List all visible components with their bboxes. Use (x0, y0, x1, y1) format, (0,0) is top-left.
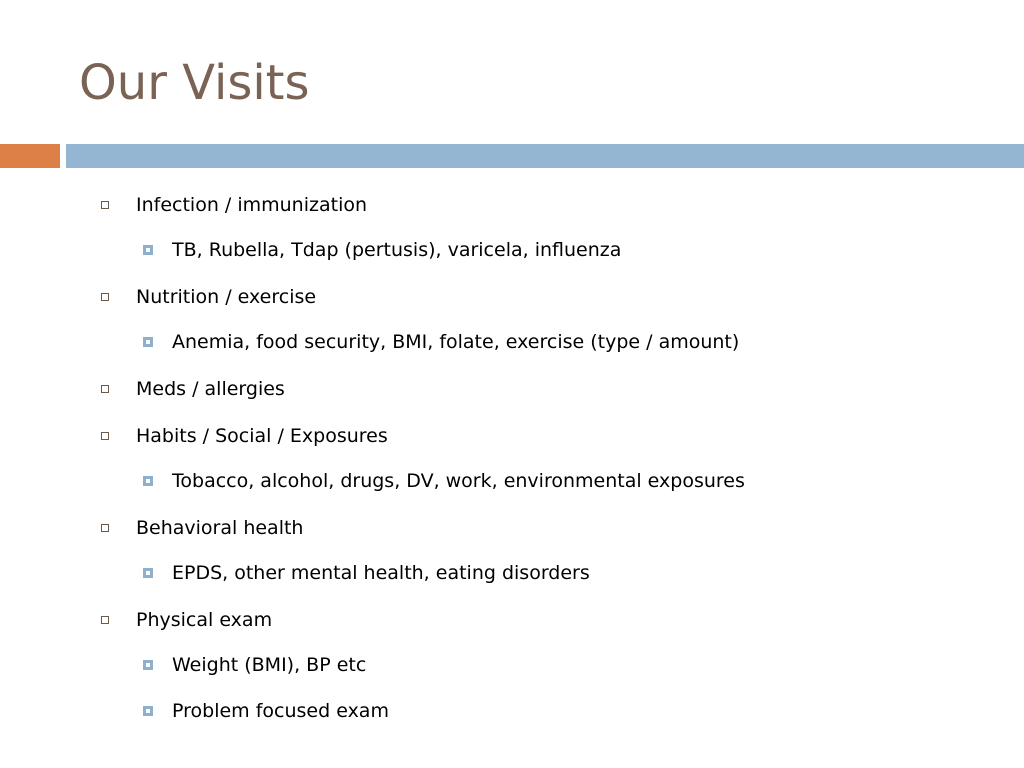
filled-square-bullet-icon (143, 245, 153, 255)
hollow-square-bullet-icon (101, 385, 109, 393)
hollow-square-bullet-icon (101, 432, 109, 440)
list-item-text: Physical exam (136, 609, 273, 631)
hollow-square-bullet-icon (101, 524, 109, 532)
filled-square-bullet-icon (143, 476, 153, 486)
list-item-text: Problem focused exam (172, 700, 389, 722)
hollow-square-bullet-icon (101, 293, 109, 301)
list-item-text: Behavioral health (136, 517, 304, 539)
list-item-text: Weight (BMI), BP etc (172, 654, 367, 676)
hollow-square-bullet-icon (101, 616, 109, 624)
hollow-square-bullet-icon (101, 201, 109, 209)
list-item-text: EPDS, other mental health, eating disorders (172, 562, 590, 584)
list-item-text: Infection / immunization (136, 194, 368, 216)
filled-square-bullet-icon (143, 568, 153, 578)
list-item-text: Anemia, food security, BMI, folate, exercise (type / amount) (172, 331, 740, 353)
list-item-text: Nutrition / exercise (136, 286, 317, 308)
slide-title: Our Visits (79, 55, 310, 111)
list-item-text: TB, Rubella, Tdap (pertusis), varicela, influenza (172, 239, 622, 261)
filled-square-bullet-icon (143, 337, 153, 347)
list-item-text: Habits / Social / Exposures (136, 425, 388, 447)
list-item-text: Tobacco, alcohol, drugs, DV, work, environmental exposures (172, 470, 745, 492)
filled-square-bullet-icon (143, 660, 153, 670)
filled-square-bullet-icon (143, 706, 153, 716)
list-item-text: Meds / allergies (136, 378, 285, 400)
